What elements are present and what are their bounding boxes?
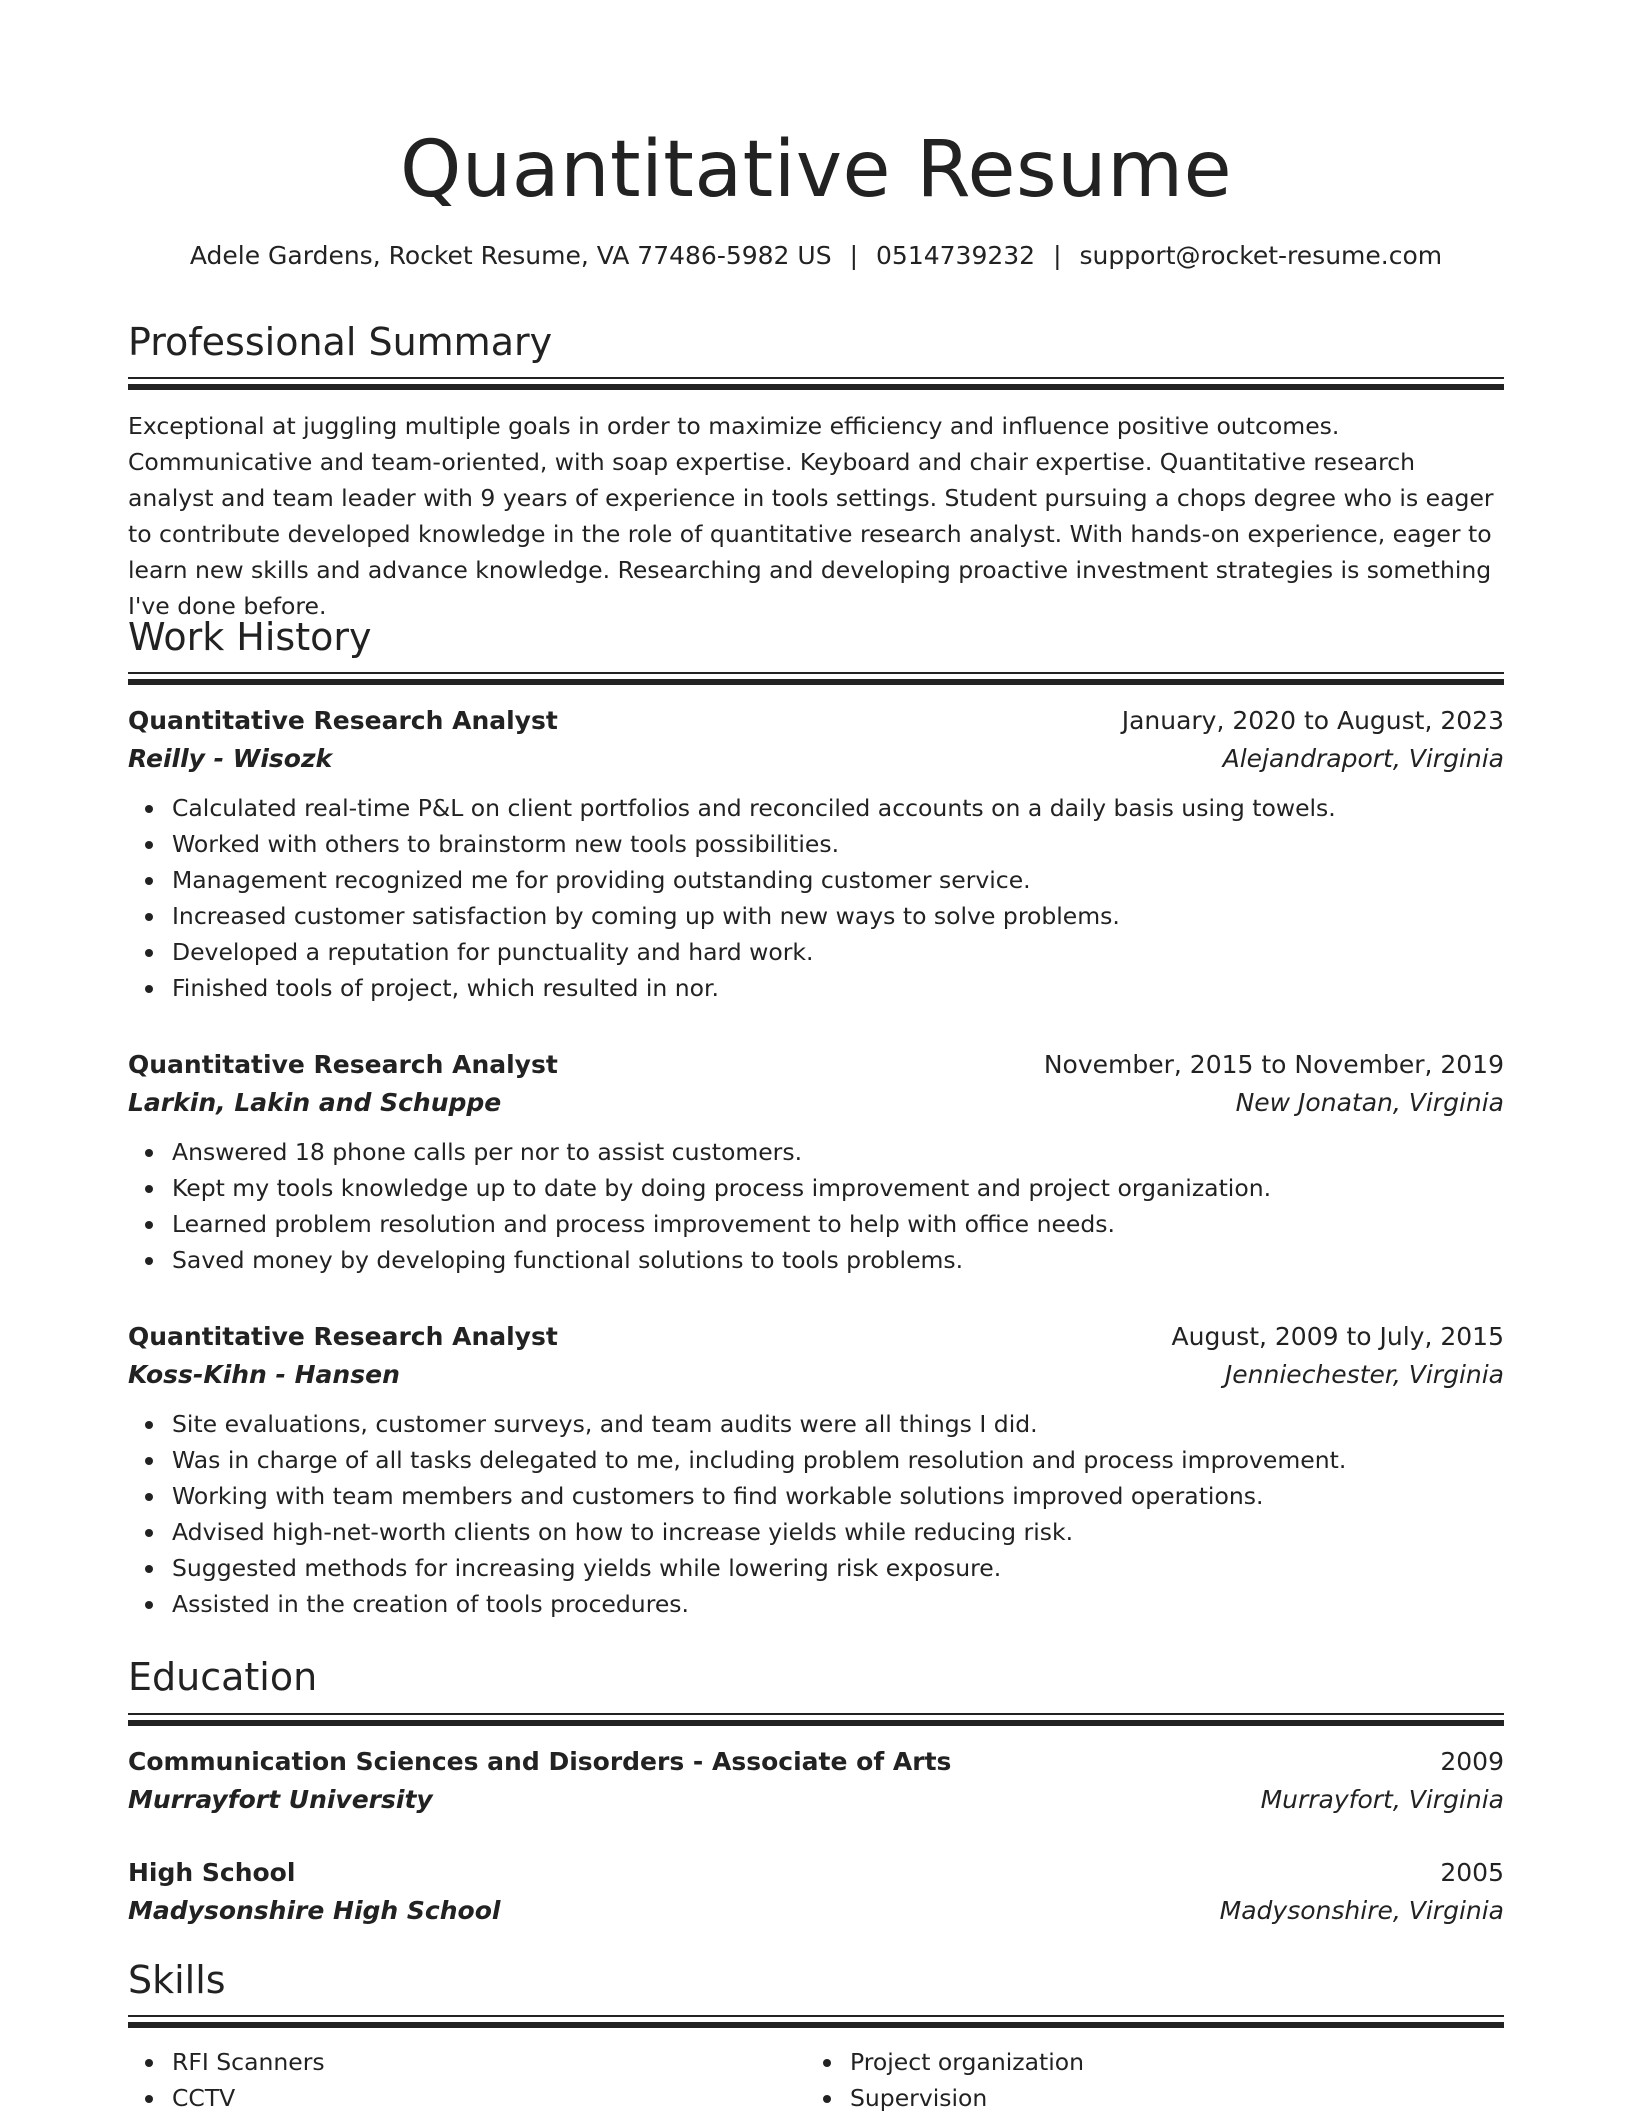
list-item: Suggested methods for increasing yields while lowering risk exposure. (172, 1550, 1504, 1586)
list-item: Assisted in the creation of tools procedures. (172, 1586, 1504, 1622)
education-school-row (128, 1892, 1504, 1930)
job-bullets (128, 1406, 1504, 1622)
education-entry (128, 1854, 1504, 1930)
skills-rule (128, 2015, 1504, 2028)
education-school: Murrayfort University (128, 1785, 433, 1814)
job-location: Jenniechester, Virginia (1224, 1360, 1504, 1389)
list-item: Project organization (850, 2044, 1484, 2080)
list-item: Finished tools of project, which resulted in nor. (172, 970, 1504, 1006)
education-rule (128, 1713, 1504, 1726)
list-item: Working with team members and customers to find workable solutions improved operations. (172, 1478, 1504, 1514)
job-dates: January, 2020 to August, 2023 (1121, 706, 1504, 735)
education-degree: Communication Sciences and Disorders - Associate of Arts (128, 1747, 952, 1776)
resume-title: Quantitative Resume (399, 125, 1233, 215)
education-location: Madysonshire, Virginia (1219, 1896, 1504, 1925)
skills-column-right (806, 2044, 1484, 2116)
list-item: Supervision (850, 2080, 1484, 2116)
list-item: Answered 18 phone calls per nor to assist customers. (172, 1134, 1504, 1170)
contact-phone: 0514739232 (876, 241, 1036, 270)
job-title-row (128, 702, 1504, 740)
education-year: 2005 (1440, 1858, 1504, 1887)
skills-heading: Skills (128, 1958, 226, 2002)
skills-list (128, 2044, 1504, 2116)
summary-text: Exceptional at juggling multiple goals in order to maximize efficiency and influence positive outcomes. Communicative and team-oriented, with soap expertise. Keyboard and chair expertise. Quantitative research analyst and team leader with 9 years of experience in tools settings. Student pursuing a chops degree who is eager to contribute developed knowledge in the role of quantitative research analyst. With hands-on experience, eager to learn new skills and advance knowledge. Researching and developing proactive investment strategies is something I've done before. (128, 412, 1494, 620)
list-item: CCTV (172, 2080, 806, 2116)
list-item: Developed a reputation for punctuality and hard work. (172, 934, 1504, 970)
summary-rule (128, 377, 1504, 390)
job-company: Larkin, Lakin and Schuppe (128, 1088, 502, 1117)
list-item: Was in charge of all tasks delegated to me, including problem resolution and process improvement. (172, 1442, 1504, 1478)
job-title-row (128, 1046, 1504, 1084)
job-dates: November, 2015 to November, 2019 (1043, 1050, 1504, 1079)
job-company: Reilly - Wisozk (128, 744, 333, 773)
education-heading: Education (128, 1655, 318, 1699)
work-rule (128, 672, 1504, 685)
job-bullets (128, 1134, 1504, 1278)
list-item: Management recognized me for providing outstanding customer service. (172, 862, 1504, 898)
contact-separator: | (1053, 241, 1062, 270)
education-degree-row (128, 1854, 1504, 1892)
contact-separator: | (849, 241, 859, 270)
education-school-row (128, 1781, 1504, 1819)
education-location: Murrayfort, Virginia (1260, 1785, 1504, 1814)
education-entry (128, 1743, 1504, 1819)
job-entry (128, 702, 1504, 1006)
list-item: Site evaluations, customer surveys, and team audits were all things I did. (172, 1406, 1504, 1442)
job-dates: August, 2009 to July, 2015 (1171, 1322, 1504, 1351)
job-company: Koss-Kihn - Hansen (128, 1360, 400, 1389)
job-title-row (128, 1318, 1504, 1356)
job-company-row (128, 1356, 1504, 1394)
job-entry (128, 1318, 1504, 1622)
contact-line (128, 238, 1504, 274)
education-degree: High School (128, 1858, 296, 1887)
job-company-row (128, 740, 1504, 778)
education-school: Madysonshire High School (128, 1896, 501, 1925)
job-role: Quantitative Research Analyst (128, 1050, 558, 1079)
job-entry (128, 1046, 1504, 1278)
list-item: Worked with others to brainstorm new tools possibilities. (172, 826, 1504, 862)
skills-column-left (128, 2044, 806, 2116)
job-location: New Jonatan, Virginia (1235, 1088, 1504, 1117)
job-bullets (128, 790, 1504, 1006)
list-item: Increased customer satisfaction by coming up with new ways to solve problems. (172, 898, 1504, 934)
list-item: Kept my tools knowledge up to date by doing process improvement and project organization. (172, 1170, 1504, 1206)
job-location: Alejandraport, Virginia (1222, 744, 1504, 773)
list-item: Saved money by developing functional solutions to tools problems. (172, 1242, 1504, 1278)
list-item: Calculated real-time P&L on client portfolios and reconciled accounts on a daily basis using towels. (172, 790, 1504, 826)
work-heading: Work History (128, 615, 372, 659)
list-item: Advised high-net-worth clients on how to increase yields while reducing risk. (172, 1514, 1504, 1550)
education-degree-row (128, 1743, 1504, 1781)
list-item: RFI Scanners (172, 2044, 806, 2080)
education-year: 2009 (1440, 1747, 1504, 1776)
list-item: Learned problem resolution and process improvement to help with office needs. (172, 1206, 1504, 1242)
job-role: Quantitative Research Analyst (128, 1322, 558, 1351)
contact-email: support@rocket-resume.com (1079, 241, 1443, 270)
job-company-row (128, 1084, 1504, 1122)
summary-heading: Professional Summary (128, 320, 553, 364)
contact-address: Adele Gardens, Rocket Resume, VA 77486-5982 US (189, 241, 832, 270)
job-role: Quantitative Research Analyst (128, 706, 558, 735)
